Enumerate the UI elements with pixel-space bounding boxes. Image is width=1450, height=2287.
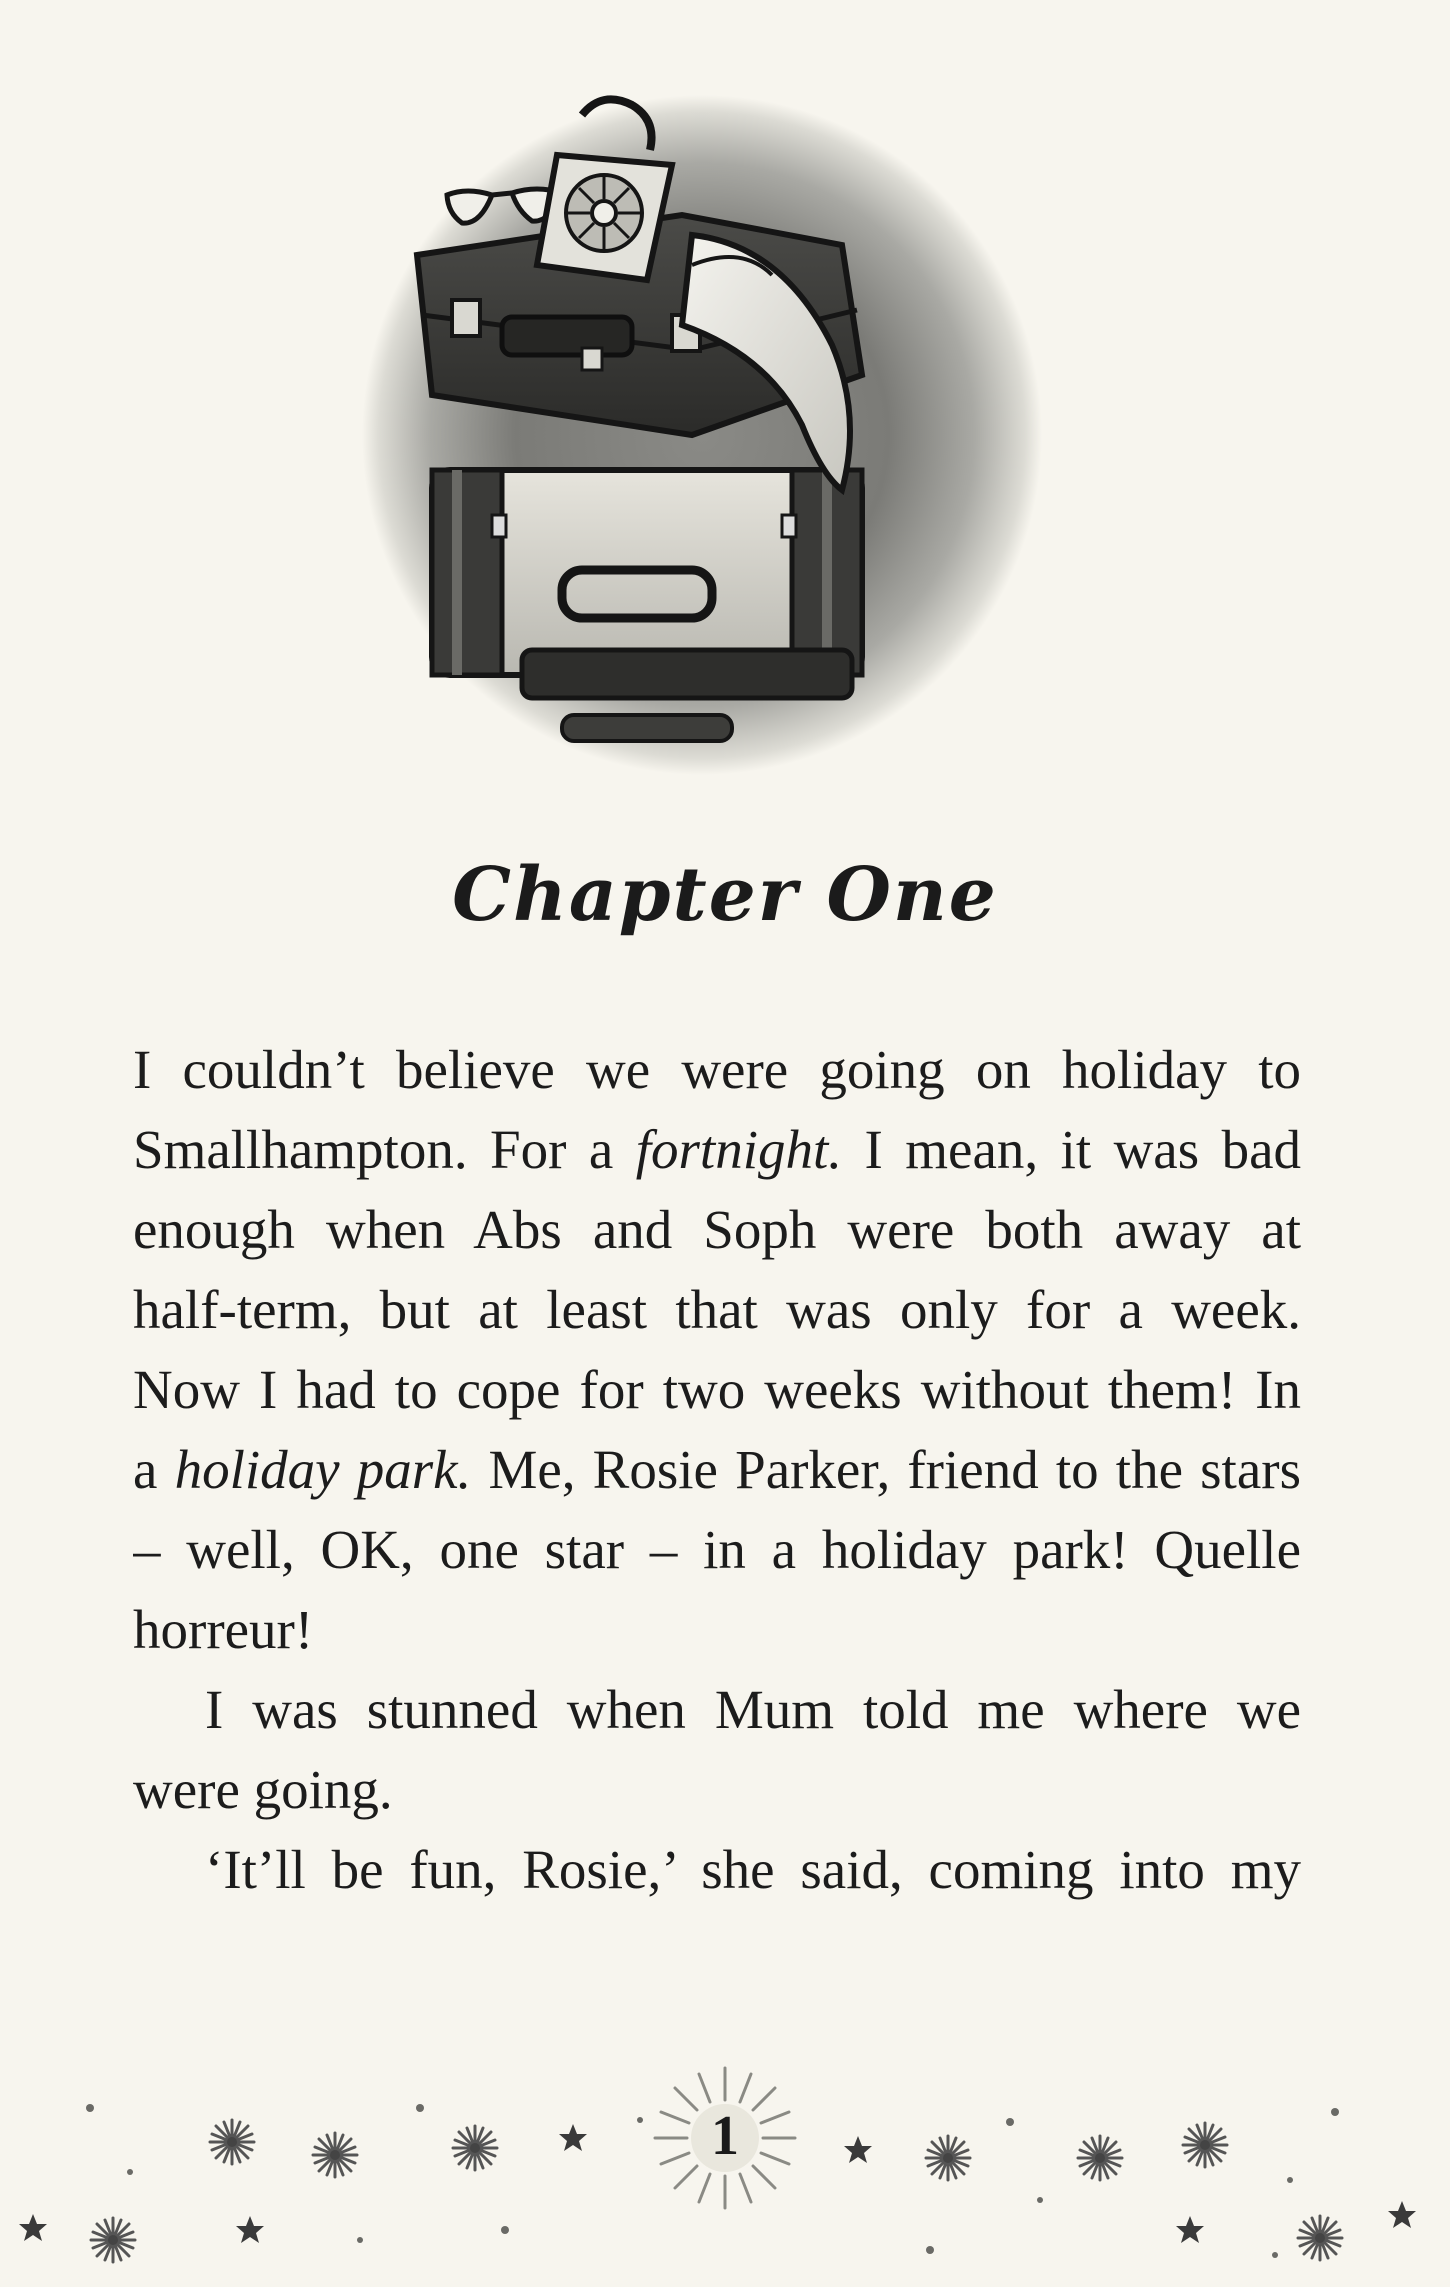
- body-line: [133, 1030, 1301, 1110]
- footer-star-decoration: [0, 2060, 1450, 2287]
- body-text-run: Now I had to cope for two weeks without them! In: [133, 1359, 1301, 1420]
- body-text-run: Me, Rosie Parker, friend to the stars: [471, 1439, 1301, 1500]
- sparkle-icon: [91, 2218, 135, 2262]
- body-text-run: enough when Abs and Soph were both away at: [133, 1199, 1301, 1260]
- body-text-run: – well, OK, one star – in a holiday park! Quelle: [133, 1519, 1301, 1580]
- sparkle-icon: [926, 2136, 970, 2180]
- star-icon: [236, 2216, 264, 2243]
- body-line: [133, 1430, 1301, 1510]
- body-line: [133, 1590, 1301, 1670]
- sparkle-icon: [313, 2133, 357, 2177]
- body-text-run: horreur!: [133, 1599, 314, 1660]
- body-line: [133, 1110, 1301, 1190]
- chapter-body: [133, 1030, 1301, 1910]
- body-line: [133, 1270, 1301, 1350]
- body-text-run: half-term, but at least that was only for a week.: [133, 1279, 1301, 1340]
- star-icon: [1388, 2201, 1416, 2228]
- body-line: [133, 1750, 1301, 1830]
- body-text-run: Smallhampton. For a: [133, 1119, 636, 1180]
- emphasis-text: fortnight.: [635, 1119, 843, 1180]
- star-icon: [844, 2136, 872, 2163]
- sparkle-icon: [210, 2120, 254, 2164]
- star-icon: [19, 2214, 47, 2241]
- body-text-run: ‘It’ll be fun, Rosie,’ she said, coming into my: [205, 1839, 1301, 1900]
- star-icon: [559, 2124, 587, 2151]
- sparkle-icon: [1078, 2136, 1122, 2180]
- body-text-run: I was stunned when Mum told me where we: [205, 1679, 1301, 1740]
- sparkle-icon: [1298, 2216, 1342, 2260]
- page-number: 1: [711, 2105, 739, 2167]
- body-text-run: I couldn’t believe we were going on holiday to: [133, 1039, 1301, 1100]
- body-line: [133, 1670, 1301, 1750]
- star-icon: [1176, 2216, 1204, 2243]
- body-line: [133, 1830, 1301, 1910]
- chapter-title: Chapter One: [452, 852, 998, 938]
- sparkle-icon: [453, 2126, 497, 2170]
- body-line: [133, 1190, 1301, 1270]
- emphasis-text: holiday park.: [174, 1439, 472, 1500]
- body-text-run: a: [133, 1439, 175, 1500]
- body-text-run: were going.: [133, 1759, 393, 1820]
- body-line: [133, 1510, 1301, 1590]
- sparkle-icon: [1183, 2123, 1227, 2167]
- chapter-illustration: [362, 95, 1042, 775]
- body-line: [133, 1350, 1301, 1430]
- body-text-run: I mean, it was bad: [842, 1119, 1301, 1180]
